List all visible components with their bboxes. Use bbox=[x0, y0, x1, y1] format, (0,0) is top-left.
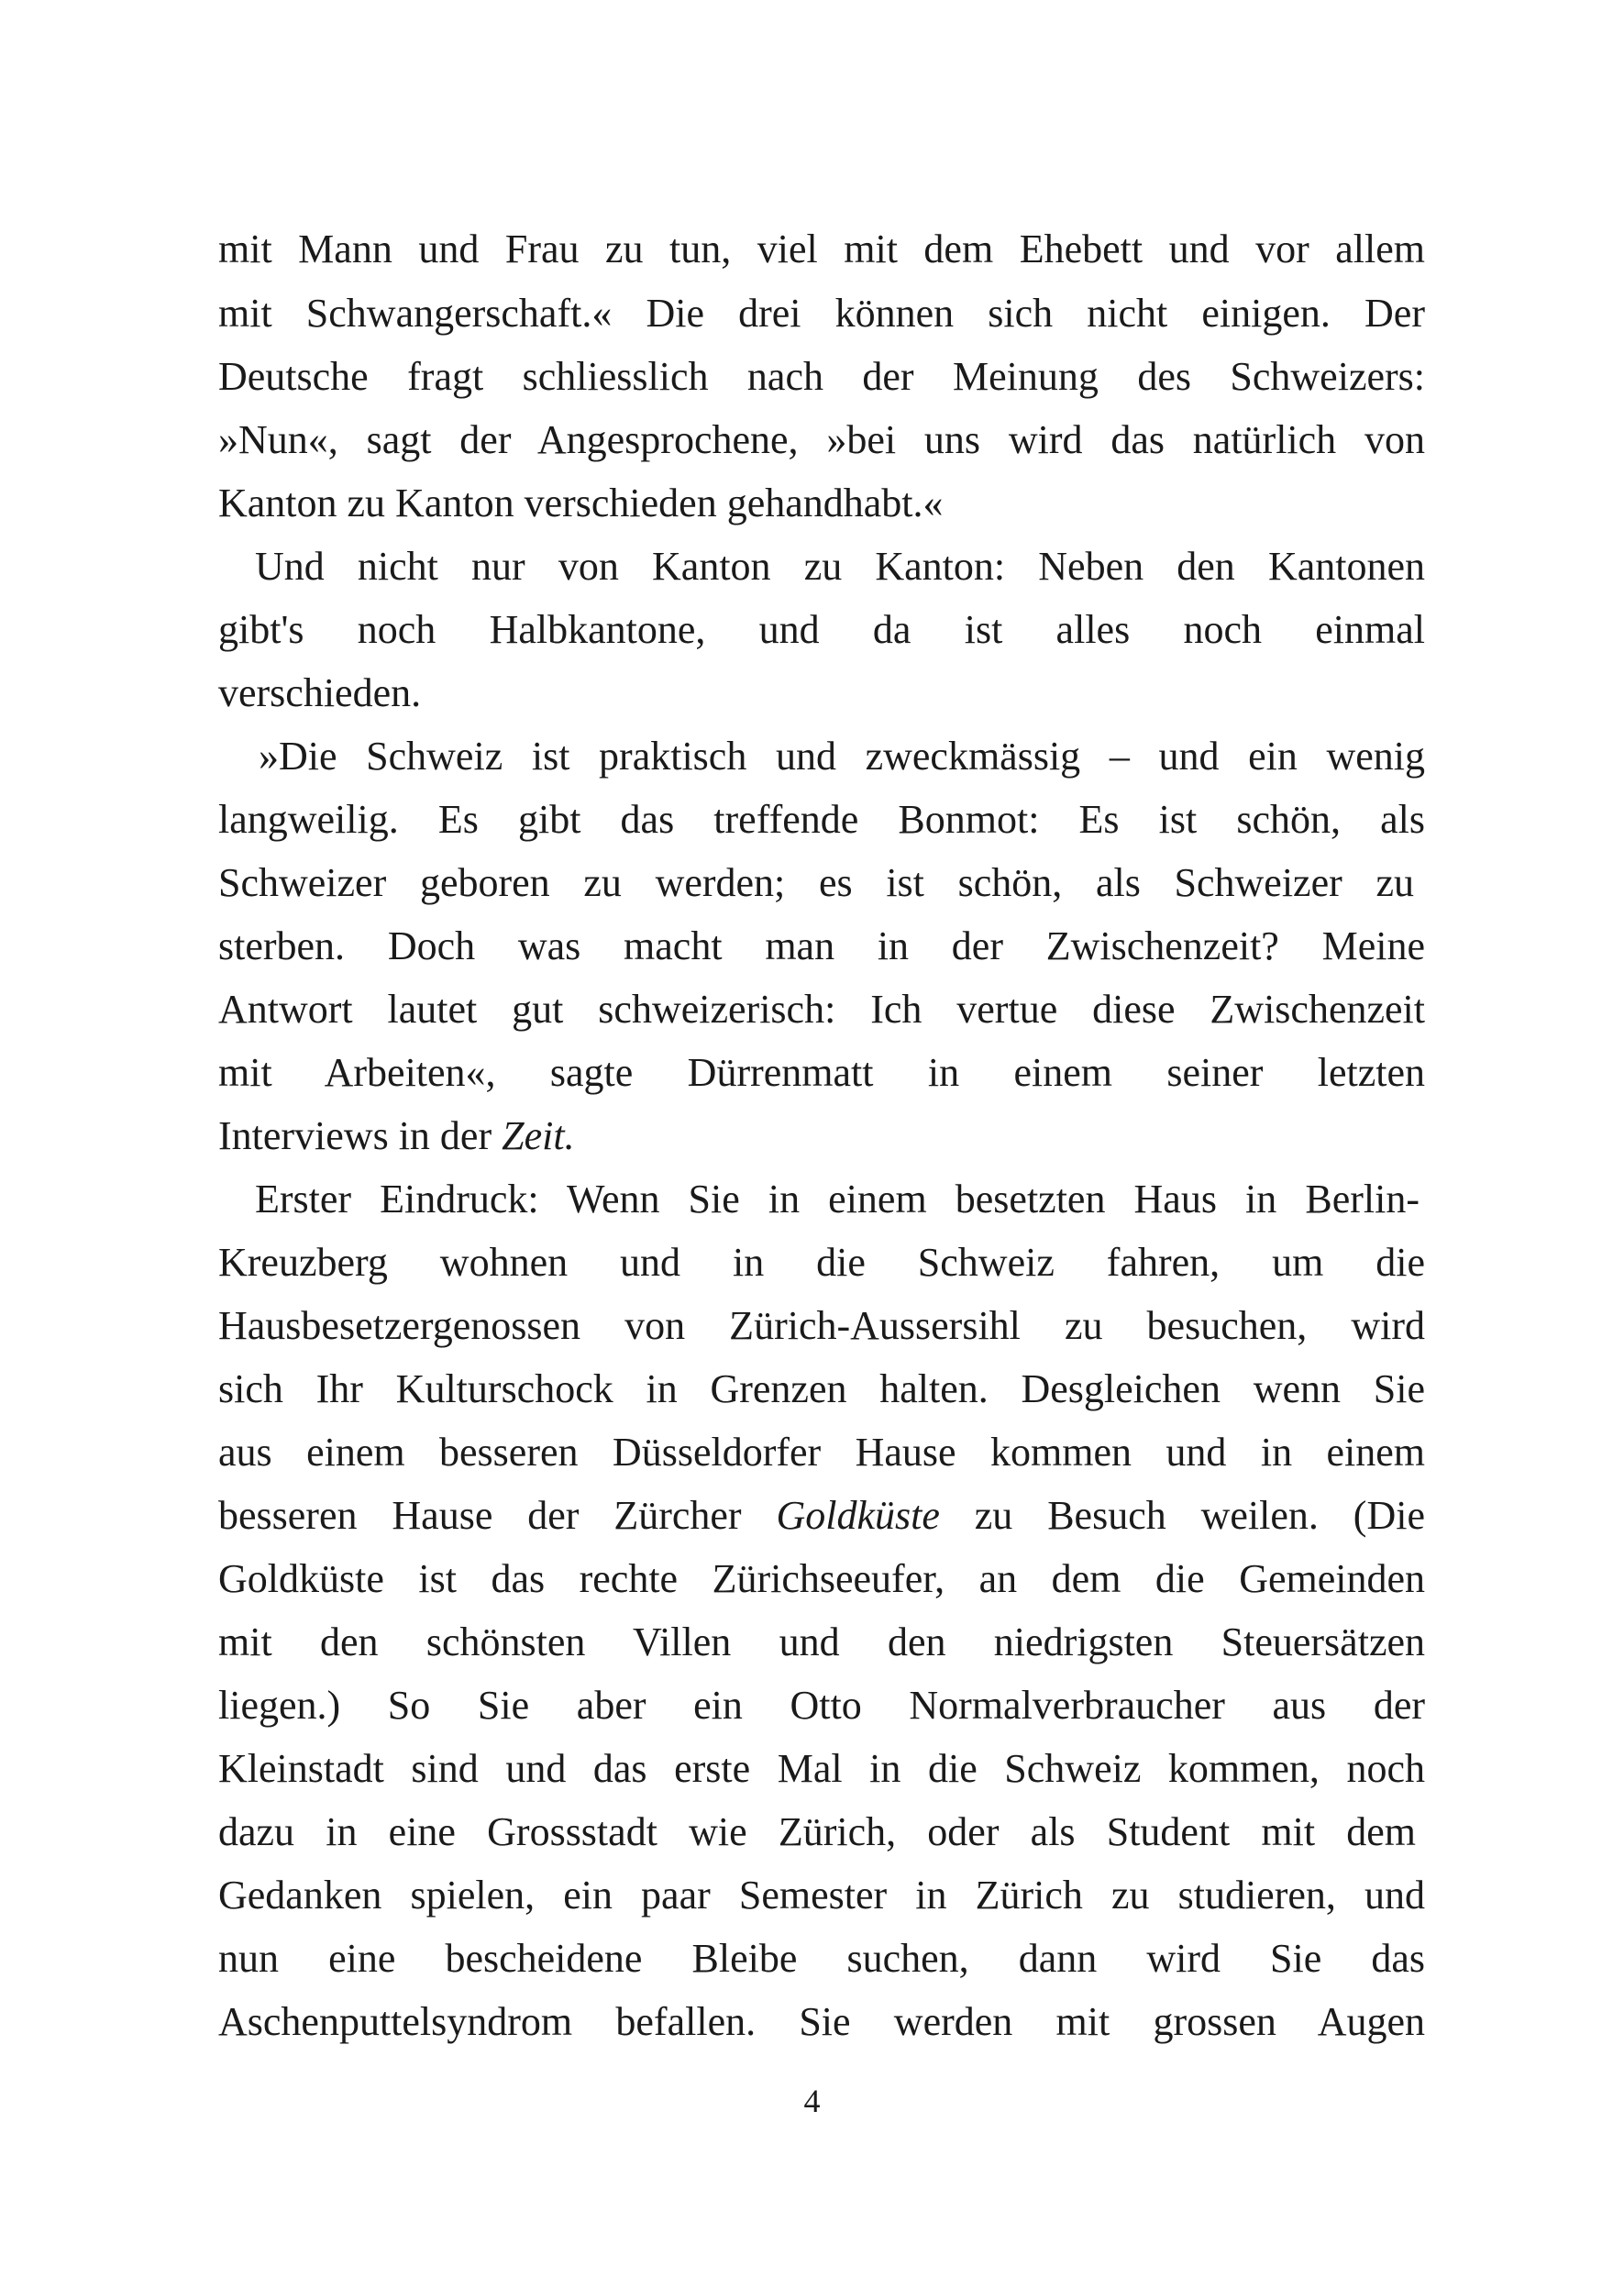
text-line: langweilig. Es gibt das treffende Bonmot: Es ist schön, als bbox=[218, 797, 1425, 842]
text-line: sich Ihr Kulturschock in Grenzen halten. Desgleichen wenn Sie bbox=[218, 1366, 1425, 1411]
text-line bbox=[218, 1113, 575, 1158]
text-run: zu Besuch weilen. (Die bbox=[939, 1493, 1425, 1538]
text-line: Goldküste ist das rechte Zürichseeufer, an dem die Gemeinden bbox=[218, 1556, 1425, 1601]
text-line: »Nun«, sagt der Angesprochene, »bei uns wird das natürlich von bbox=[218, 417, 1425, 462]
text-line: Deutsche fragt schliesslich nach der Meinung des Schweizers: bbox=[218, 354, 1425, 399]
text-line: mit Schwangerschaft.« Die drei können sich nicht einigen. Der bbox=[218, 291, 1425, 336]
text-line: mit Mann und Frau zu tun, viel mit dem Ehebett und vor allem bbox=[218, 227, 1425, 271]
text-line: Kanton zu Kanton verschieden gehandhabt.« bbox=[218, 481, 944, 525]
text-line: Und nicht nur von Kanton zu Kanton: Neben den Kantonen bbox=[255, 544, 1425, 589]
text-line: Aschenputtelsyndrom befallen. Sie werden mit grossen Augen bbox=[218, 1999, 1425, 2044]
text-line: »Die Schweiz ist praktisch und zweckmässig – und ein wenig bbox=[259, 734, 1425, 779]
text-run: Interviews in der bbox=[218, 1113, 503, 1158]
text-line: Hausbesetzergenossen von Zürich-Aussersihl zu besuchen, wird bbox=[218, 1303, 1425, 1348]
text-line: liegen.) So Sie aber ein Otto Normalverbraucher aus der bbox=[218, 1683, 1425, 1728]
text-line: dazu in eine Grossstadt wie Zürich, oder als Student mit dem bbox=[218, 1809, 1416, 1854]
text-line: Kreuzberg wohnen und in die Schweiz fahren, um die bbox=[218, 1240, 1425, 1285]
text-run: besseren Hause der Zürcher bbox=[218, 1493, 777, 1538]
page-number: 4 bbox=[803, 2083, 821, 2119]
text-line: Erster Eindruck: Wenn Sie in einem besetzten Haus in Berlin- bbox=[255, 1177, 1420, 1221]
text-line: sterben. Doch was macht man in der Zwischenzeit? Meine bbox=[218, 923, 1425, 968]
italic-term: Goldküste bbox=[776, 1493, 940, 1538]
text-line: nun eine bescheidene Bleibe suchen, dann wird Sie das bbox=[218, 1936, 1425, 1981]
text-line: verschieden. bbox=[218, 670, 422, 715]
text-line: aus einem besseren Düsseldorfer Hause kommen und in einem bbox=[218, 1430, 1425, 1475]
text-line: Gedanken spielen, ein paar Semester in Zürich zu studieren, und bbox=[218, 1873, 1425, 1918]
text-line bbox=[218, 1493, 1425, 1538]
text-line: mit Arbeiten«, sagte Dürrenmatt in einem seiner letzten bbox=[218, 1050, 1425, 1095]
text-line: Kleinstadt sind und das erste Mal in die Schweiz kommen, noch bbox=[218, 1746, 1425, 1791]
text-line: mit den schönsten Villen und den niedrigsten Steuersätzen bbox=[218, 1619, 1425, 1664]
italic-title: Zeit. bbox=[502, 1113, 575, 1158]
text-line: Schweizer geboren zu werden; es ist schön, als Schweizer zu bbox=[218, 860, 1414, 905]
text-line: gibt's noch Halbkantone, und da ist alles noch einmal bbox=[218, 607, 1425, 652]
text-line: Antwort lautet gut schweizerisch: Ich vertue diese Zwischenzeit bbox=[218, 987, 1425, 1032]
